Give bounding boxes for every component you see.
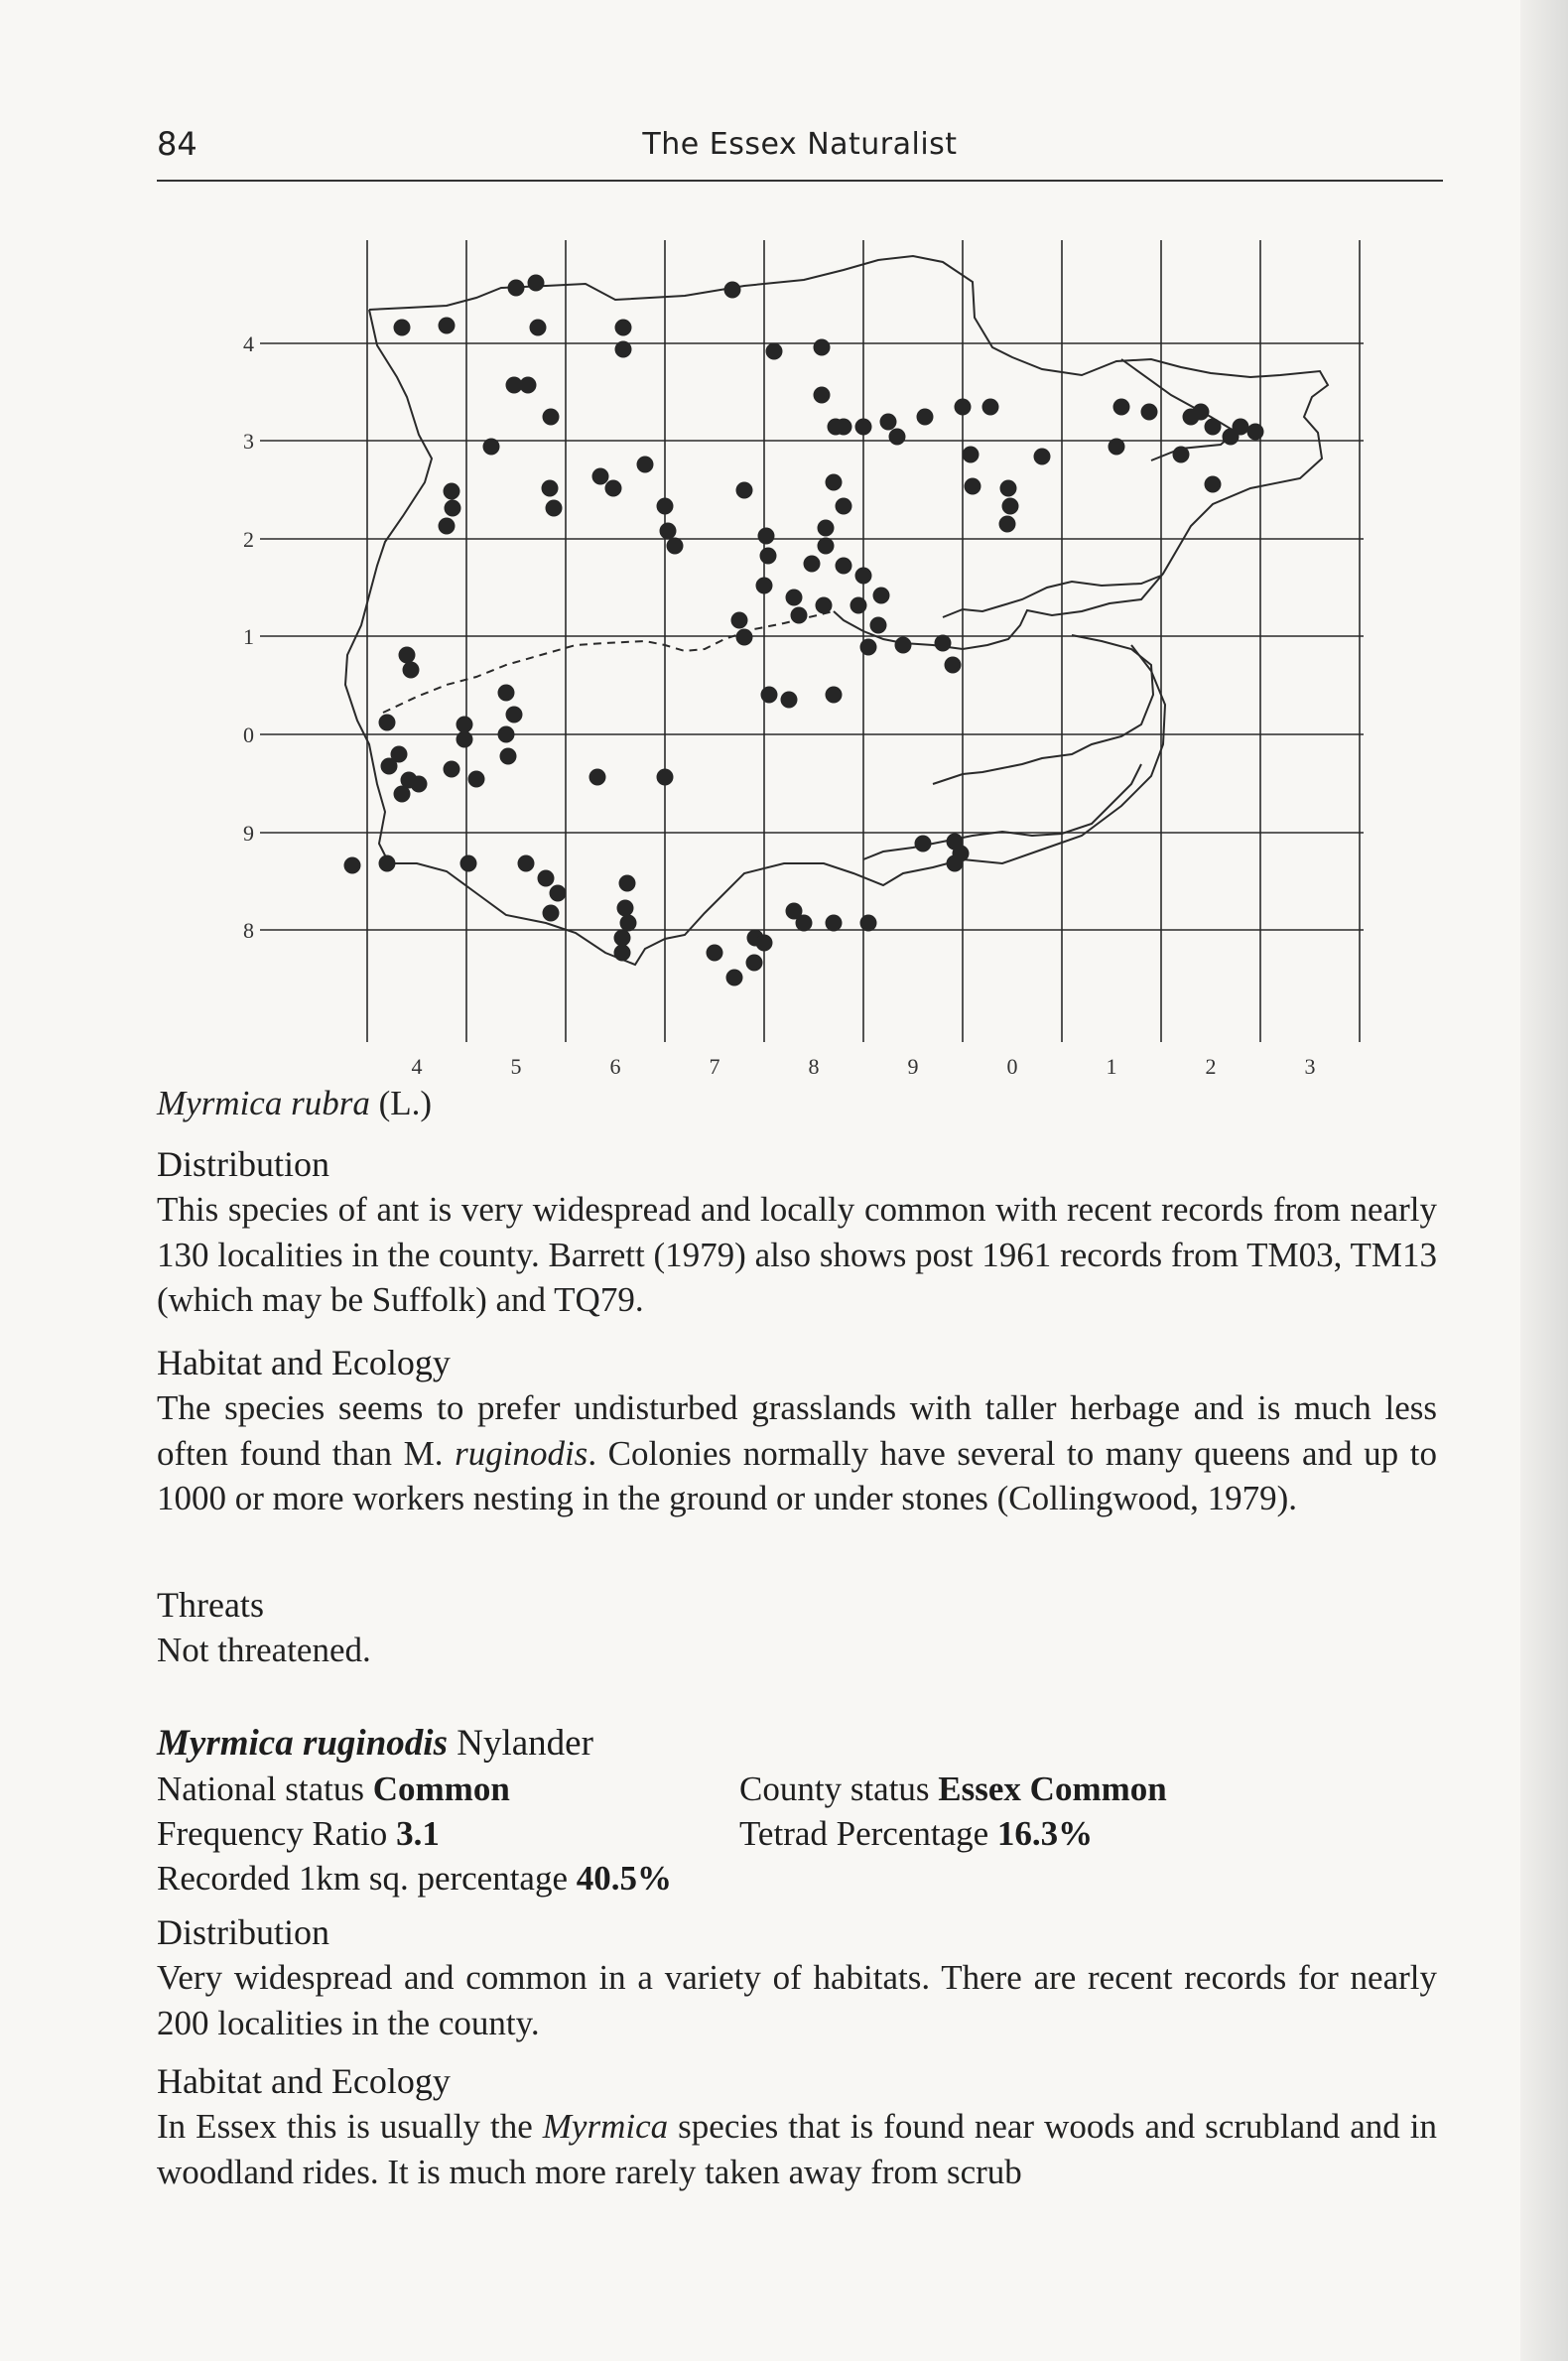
y-label-3: 3 [243,429,254,454]
caption-author: (L.) [378,1084,433,1122]
habitat-heading-2: Habitat and Ecology [157,2061,451,2101]
record-dot [394,320,411,336]
species-title [157,1721,1437,1767]
national-status-value: Common [372,1770,510,1808]
record-dot [947,855,964,872]
record-dot [411,776,428,793]
record-dot [816,597,833,614]
record-dot [1205,419,1222,436]
record-dot [394,786,411,803]
threats-text: Not threatened. [157,1631,371,1669]
record-dot [1109,439,1125,456]
record-dot [528,275,545,292]
record-dot [592,468,609,485]
record-dot [850,597,867,614]
record-dot [756,578,773,594]
record-dot [460,855,477,872]
record-dot [860,639,877,656]
record-dot [506,707,523,723]
recorded-value: 40.5% [576,1859,673,1898]
tetrad-percentage [739,1811,1093,1856]
record-dot [657,769,674,786]
distribution-heading-2: Distribution [157,1912,330,1952]
crouch-estuary [933,635,1153,784]
blackwater-estuary [943,576,1161,617]
y-label-2: 2 [243,527,254,552]
status-row-1 [157,1767,1437,1811]
county-outline [345,256,1328,965]
recorded-percentage [157,1856,1437,1901]
record-dots [344,275,1264,986]
record-dot [518,855,535,872]
record-dot [457,731,473,748]
record-dot [498,685,515,702]
rubra-distribution [157,1141,1437,1323]
record-dot [746,955,763,972]
y-label-1: 1 [243,624,254,649]
record-dot [445,500,461,517]
header-rule [157,180,1443,182]
y-grid-labels [243,331,254,943]
record-dot [726,970,743,986]
habitat-text-italic: ruginodis [455,1433,588,1473]
record-dot [855,568,872,585]
record-dot [500,748,517,765]
record-dot [667,538,684,555]
x-label-0: 0 [1006,1054,1018,1079]
record-dot [880,414,897,431]
threats-heading: Threats [157,1585,264,1625]
y-label-8: 8 [243,918,254,943]
habitat-text-2 [157,2104,1437,2194]
record-dot [615,341,632,358]
record-dot [895,637,912,654]
x-label-1: 1 [1106,1054,1117,1079]
record-dot [982,399,999,416]
record-dot [1034,449,1051,465]
record-dot [483,439,500,456]
record-dot [963,447,980,463]
county-status-value: Essex Common [938,1770,1167,1808]
record-dot [498,726,515,743]
record-dot [818,520,835,537]
record-dot [860,915,877,932]
record-dot [617,900,634,917]
distribution-text: This species of ant is very widespread and locally common with recent records from nearly 130 localities in the county. Barrett (1979) also shows post 1961 records from TM03, TM13 (which may be Suffolk) and TQ79. [157,1190,1437,1319]
habitat-heading: Habitat and Ecology [157,1343,451,1382]
habitat2-part1: In Essex this is usually the [157,2107,543,2146]
record-dot [707,945,723,962]
x-label-7: 7 [709,1054,720,1079]
y-label-9: 9 [243,821,254,846]
record-dot [855,419,872,436]
frequency-label: Frequency Ratio [157,1814,388,1853]
rubra-habitat [157,1340,1437,1521]
record-dot [1000,480,1017,497]
status-row-2 [157,1811,1437,1856]
record-dot [965,478,981,495]
x-label-8: 8 [808,1054,820,1079]
record-dot [605,480,622,497]
record-dot [468,771,485,788]
record-dot [399,647,416,664]
record-dot [589,769,606,786]
record-dot [1233,419,1249,436]
distribution-map [149,228,1370,1092]
record-dot [615,320,632,336]
record-dot [1113,399,1130,416]
habitat-text-part2: . Colonies normally have several to many queens and up to 1000 or more workers nesting in the ground or under stones (Collingwood, 1979). [157,1433,1437,1517]
record-dot [619,875,636,892]
x-label-2: 2 [1205,1054,1217,1079]
record-dot [344,857,361,874]
record-dot [724,282,741,299]
record-dot [614,945,631,962]
record-dot [543,409,560,426]
national-status-label: National status [157,1770,364,1808]
record-dot [955,399,972,416]
record-dot [826,915,843,932]
record-dot [439,318,456,334]
caption-species: Myrmica rubra [157,1084,370,1122]
habitat2-part2: species that is found near woods and scrubland and in woodland rides. It is much more rarely taken away from scrub [157,2107,1437,2191]
record-dot [520,377,537,394]
record-dot [826,474,843,491]
distribution-map-svg [149,228,1370,1092]
record-dot [660,523,677,540]
record-dot [731,612,748,629]
page-number: 84 [157,125,197,163]
record-dot [538,870,555,887]
record-dot [1193,404,1210,421]
species-author: Nylander [457,1723,593,1764]
habitat-text-part1: The species seems to prefer undisturbed grasslands with taller herbage and is much less often found than M. [157,1388,1437,1473]
record-dot [542,480,559,497]
record-dot [836,558,852,575]
record-dot [736,629,753,646]
record-dot [439,518,456,535]
distribution-text-2: Very widespread and common in a variety of habitats. There are recent records for nearly 200 localities in the county. [157,1958,1437,2042]
recorded-label: Recorded 1km sq. percentage [157,1859,569,1898]
record-dot [760,548,777,565]
record-dot [637,457,654,473]
journal-title: The Essex Naturalist [642,127,958,162]
record-dot [935,635,952,652]
record-dot [761,687,778,704]
record-dot [828,419,845,436]
record-dot [796,915,813,932]
x-label-6: 6 [609,1054,621,1079]
rubra-threats [157,1582,1437,1673]
record-dot [381,758,398,775]
x-grid-labels [412,1054,1316,1079]
record-dot [1002,498,1019,515]
record-dot [543,905,560,922]
tetrad-label: Tetrad Percentage [739,1814,989,1853]
record-dot [614,930,631,947]
record-dot [457,717,473,733]
record-dot [550,885,567,902]
record-dot [736,482,753,499]
record-dot [766,343,783,360]
record-dot [508,280,525,297]
record-dot [999,516,1016,533]
x-label-9: 9 [907,1054,919,1079]
record-dot [620,915,637,932]
page-edge-shadow [1520,0,1568,2361]
record-dot [814,387,831,404]
record-dot [530,320,547,336]
record-dot [758,528,775,545]
record-dot [917,409,934,426]
habitat2-italic: Myrmica [542,2107,669,2146]
record-dot [1173,447,1190,463]
record-dot [444,483,460,500]
x-label-5: 5 [510,1054,522,1079]
map-caption [157,1084,432,1123]
thames-estuary [863,764,1141,859]
record-dot [873,588,890,604]
record-dot [826,687,843,704]
record-dot [403,662,420,679]
record-dot [791,607,808,624]
record-dot [889,429,906,446]
distribution-heading: Distribution [157,1144,330,1184]
species-name: Myrmica ruginodis [157,1723,448,1764]
record-dot [444,761,460,778]
running-header [157,125,1443,185]
record-dot [379,715,396,731]
record-dot [915,836,932,853]
county-status [739,1767,1167,1811]
habitat-text [157,1385,1437,1521]
record-dot [786,590,803,606]
county-status-label: County status [739,1770,930,1808]
y-label-4: 4 [243,331,254,356]
record-dot [546,500,563,517]
x-label-3: 3 [1304,1054,1316,1079]
y-label-0: 0 [243,722,254,747]
record-dot [1205,476,1222,493]
ruginodis-habitat [157,2058,1437,2194]
record-dot [814,339,831,356]
record-dot [1141,404,1158,421]
record-dot [945,657,962,674]
frequency-value: 3.1 [396,1814,440,1853]
record-dot [379,855,396,872]
record-dot [756,935,773,952]
ruginodis-distribution [157,1909,1437,2045]
x-label-4: 4 [411,1054,423,1079]
record-dot [781,692,798,709]
record-dot [804,556,821,573]
record-dot [1247,424,1264,441]
ruginodis-header [157,1721,1437,1901]
record-dot [818,538,835,555]
record-dot [836,498,852,515]
record-dot [870,617,887,634]
record-dot [657,498,674,515]
tetrad-value: 16.3% [996,1814,1094,1853]
